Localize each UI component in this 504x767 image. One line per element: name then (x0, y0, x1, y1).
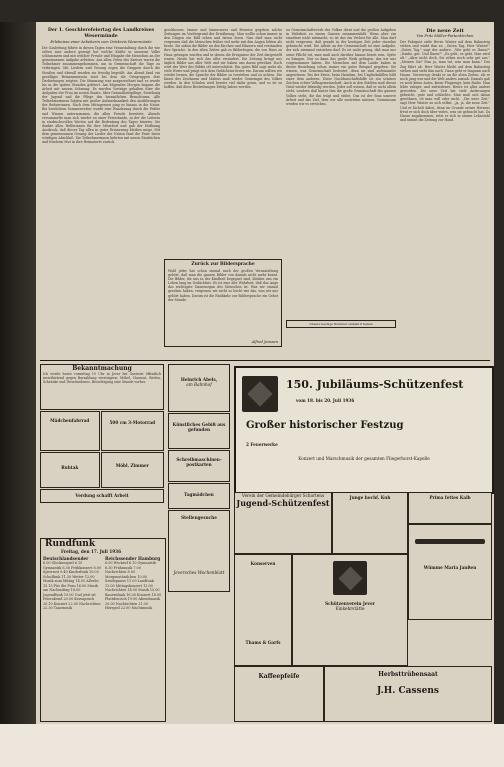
schuetzen-title: Schützenverein Jever (325, 601, 375, 606)
cassens-title: J.H. Cassens (377, 686, 439, 696)
ad-body: Ich werde heute vormittag 10 Uhr in Jever bei Gastwirt öffentlich meistbietend gegen Barzahlung versteigern: Möbel, Hausrat, Betten, Schränke und Verschiedenes. Besichtigung eine Stunde vorher. (43, 372, 161, 385)
ad-jugend (234, 492, 332, 554)
kuh-title: Junge hochf. Kuh (349, 495, 391, 500)
ad-motorrad-title: 500 cm 3-Motorrad (109, 420, 155, 425)
ad-motorrad (101, 411, 164, 451)
right-headline: Die neue Zeit (426, 28, 464, 34)
jugend-title: Jugend-Schützenfest (236, 498, 330, 508)
jubilee-line2: 2 Feuerwerke (246, 442, 278, 447)
ad-kaffee (234, 666, 324, 722)
third-body: zu Gemeinschaftswerk des Volkes dient und die großen Aufgaben in Wahrheit zu einem Ganzen zusammenfaßt. Wenn aber ein einzelner nicht mitmacht, so ist das ein Verlust für alle. Man darf nicht vergessen, daß gerade in der heutigen Zeit jeder einzelne gebraucht wird. Die Arbeit an der Gemeinschaft ist eine Aufgabe, der sich niemand entziehen darf. Es ist nicht genug, daß man nur seine Pflicht tut, man muß auch darüber hinaus bereit sein, Opfer zu bringen. Nur so kann das große Werk gelingen, das wir uns vorgenommen haben. Die Menschen auf dem Lande haben in dieser Beziehung schon immer ein gutes Beispiel gegeben. Sie wissen, was Gemeinschaft bedeutet, denn sie sind aufeinander angewiesen. Bei der Ernte, beim Hausbau, bei Unglücksfällen hilft einer dem anderen. Diese Nachbarschaftshilfe ist ein schönes Zeichen echter Volksgemeinschaft. Auch in den Städten muß dieser Geist wieder lebendig werden. Jeder soll wissen, daß er nicht allein steht, sondern daß hinter ihm die große Gemeinschaft des ganzen Volkes steht, die ihn trägt und stützt. Das ist der Sinn unserer Arbeit und das Ziel, dem wir alle zustreben müssen. Gemeinsam werden wir es erreichen. (286, 28, 396, 106)
ad-kuh (332, 492, 408, 554)
ad-bekanntmachung (40, 364, 164, 410)
schuetzen-sub: Einkehrstätte (335, 606, 365, 611)
heinrich-sub: am Bahnhof (186, 382, 212, 387)
ad-maedchen (40, 411, 100, 451)
ad-schuetzen (292, 554, 408, 666)
scan-margin (0, 724, 504, 767)
tagmaedchen-title: Tagmädchen (184, 492, 214, 497)
heinrich-title: Heinrich Abels, (180, 377, 218, 382)
schreib-title: Schreibmaschinen-postkarten (176, 457, 222, 467)
right-article (400, 28, 490, 340)
ad-maedchen-title: Mädchenfahrrad (50, 418, 90, 423)
kalb-title: Prima fettes Kalb (429, 495, 471, 500)
ad-verdung-title: Verdung schafft Arbeit (75, 493, 129, 498)
ad-schreib (168, 450, 230, 482)
center-ads (168, 364, 230, 720)
stellen-title: Stellengesuche (181, 515, 217, 520)
thams-title: Thams & Garfs (245, 640, 281, 645)
radio-program (40, 538, 166, 722)
article-headline: Der 1. Geschlerefeiertag des Landkreises Wesermünde (47, 28, 155, 39)
crest-icon (242, 376, 278, 412)
ad-gebiss (168, 413, 230, 449)
station-1: Deutschlandsender (43, 556, 89, 561)
ad-zimmer-title: Möbl. Zimmer (115, 463, 149, 468)
herbst-title: Herbsttrübensaat (378, 671, 438, 678)
left-ads (40, 364, 164, 536)
ad-wumme (408, 524, 492, 620)
ad-title: Bekanntmachung (72, 365, 132, 372)
station-2: Reichssender Hamburg (105, 556, 161, 561)
fine-print: Unsere heutige Nummer umfaßt 8 Seiten (286, 320, 396, 328)
radio-date: Freitag, den 17. Juli 1936 (61, 549, 122, 554)
ad-konserven (234, 554, 292, 666)
middle-body: geschlossen. Immer und Immermeer und Beweise gegeben solche Zeitungen im Vordergrund der Erwähnung. Man wollte schon immer in den Dingen ein Bild sehen und davon lesen. Nun darf man nicht vergessen daß die Menschen früher viel mehr mit den Augen lebten als heute. Sie sahen die Bilder an den Kirchen und Häusern und verstanden ihre Sprache. In den alten Zeiten gab es Bilderbogen, die von Haus zu Haus getragen wurden und in denen die Ereignisse der Zeit dargestellt waren. Heute hat sich das alles verändert. Die Zeitung bringt uns täglich Bilder aus aller Welt und wir haben uns daran gewöhnt. Doch wird der Wert des Bildes oft unterschätzt. Ein gutes Bild sagt mehr als viele Worte und prägt sich dem Gedächtnis fester ein. Darum sollten wir wieder lernen, die Sprache der Bilder zu verstehen und zu achten. Die Kunst des Zeichnens und Malens muß wieder Gemeingut des Volkes werden. In den Schulen wird bereits viel dafür getan, und es ist zu hoffen, daß diese Bestrebungen Erfolg haben werden. (164, 28, 282, 90)
shield-icon (333, 561, 367, 595)
konserven-title: Konserven (250, 561, 276, 566)
left-article (42, 28, 160, 334)
ad-kalb (408, 492, 492, 524)
station-2-list: 6.00 Weckruf 6.10 Gymnastik 6.30 Frühmusik 7.00 Nachrichten 8.00 Morgenständchen 10.00 Sendepause 11.00 Landfunk 12.00 Mittagskonzert 13.00 Nachrichten 14.00 Musik 15.00 Bauernfunk 16.00 Konzert 18.00 Plattdeutsch 19.00 Abendmusik 20.00 Nachrichten 21.00 Hörspiel 22.00 Nachtmusik (105, 561, 162, 610)
article-subhead: Erlebnisse einer Arbeiterin vom Ortskreis Wesermünde (50, 40, 152, 44)
jubilee-line3: Konzert und Marschmusik der gesamten Fliegerhorst-Kapelle (298, 456, 430, 461)
gebiss-title: Künstliches Gebiß aus gefunden (172, 422, 226, 432)
ad-kueche-title: Ruhtak (61, 465, 79, 470)
middle-article (164, 28, 282, 347)
box-signature: Alfred Janssen (251, 340, 278, 344)
jubilee-title: 150. Jubiläums-Schützenfest (286, 378, 464, 391)
right-body: Der Fahrgast sieht Herrn Winter auf dem Bahnsteig stehen und winkt ihm zu. „Guten Tag, Herr Winter!" „Guten Tag," sagt der andere. „Wie geht es Ihnen?" „Danke, gut. Und Ihnen?" „Es geht, es geht. Man wird alt." „Aber nicht doch, Sie sehen noch sehr gut aus." „Meinen Sie? Nun ja, man tut, was man kann." Der Zug fährt ab. Herr Winter bleibt auf dem Bahnsteig stehen und sieht ihm nach. Dann geht er langsam nach Hause. Unterwegs denkt er an die alten Zeiten, als er noch jung war und die Welt anders aussah. Damals gab es noch keine Autos, keine Flugzeuge, kein Radio. Man lebte ruhiger und zufriedener. Heute ist alles anders geworden. Die neue Zeit hat viele Änderungen gebracht, gute und schlechte. Man muß sich daran gewöhnen, ob man will oder nicht. „Die neue Zeit," sagt Herr Winter zu sich selbst, „ja, ja, die neue Zeit." Und er lächelt dabei, denn im Grunde seines Herzens freut er sich doch über vieles, was sie gebracht hat. Zu Hause angekommen, setzt er sich in seinen Lehnstuhl und nimmt die Zeitung zur Hand. (400, 40, 490, 122)
jubilee-subtitle: Großer historischer Festzug (246, 420, 404, 431)
rifle-icon (415, 539, 485, 544)
ad-verdung (40, 489, 164, 503)
jubilee-dates: vom 18. bis 20. Juli 1936 (296, 398, 355, 403)
wumme-title: Wümme Maria Janßen (423, 565, 477, 570)
ad-tagmaedchen (168, 483, 230, 509)
right-byline: Von Fritz Müller-Partenkirchen (416, 34, 474, 38)
kaffee-title: Kaffeepfeife (258, 673, 300, 680)
third-column (286, 28, 396, 328)
box-title: Zurück zur Bildersprache (191, 262, 255, 267)
article-body: Die Gauleitung führte in diesen Tagen eine Veranstaltung durch die wie selten eine andere gezeigt hat welche Kräfte in unserem Volke schlummern und mit welcher Freude und Hingabe die Menschen an der gemeinsamen Aufgabe arbeiten. Aus allen Orten des Kreises waren die Teilnehmer zusammengekommen, um in Gemeinschaft die Tage zu verbringen. Mit Liedern und Gesang zogen die Gruppen durch die Straßen und überall wurden sie freudig begrüßt. Am Abend fand ein geselliges Beisammensein statt bei dem die Ortsgruppen ihre Darbietungen zeigten. Die Stimmung war ausgezeichnet und es wurde bis in die späten Stunden gefeiert. Am folgenden Morgen begann die Arbeit mit neuem Schwung. Es wurden Vorträge gehalten über die Aufgaben der Frau im neuen Staate, über Gesundheitspflege, Erziehung der Jugend und die Pflege des heimatlichen Brauchtums. Alle Teilnehmerinnen folgten mit großer Aufmerksamkeit den Ausführungen der Rednerinnen. Nach dem Mittagessen ging es hinaus in die Natur. Bei herrlichem Sommerwetter wurde eine Wanderung durch die Felder und Wiesen unternommen, die allen Freude bereitete. Abends versammelte man sich wieder zu einer Feierstunde, in der die Leiterin in eindrucksvollen Worten auf die Bedeutung des Tages hinwies. Sie dankte allen Helferinnen für ihre Mitarbeit und gab der Hoffnung Ausdruck, daß dieser Tag allen in guter Erinnerung bleiben möge. Mit dem gemeinsamen Gesang der Lieder der Nation fand die Feier ihren würdigen Abschluß. Die Teilnehmerinnen kehrten mit neuen Eindrücken und frischem Mut in ihre Heimatorte zurück. (42, 46, 160, 145)
book-spine-shadow (0, 22, 36, 724)
ad-herbst (324, 666, 492, 722)
ad-zimmer (101, 452, 164, 488)
ad-kueche (40, 452, 100, 488)
zeitung-name: Jeversches Wochenblatt (173, 570, 225, 575)
box-body: Wohl jeder hat schon einmal nach der großen Veranstaltung gehört, daß man die ganzen Bilder von damals nicht mehr kennt. Die Bilder, die uns in der Kindheit begegnet sind, bleiben uns ein Leben lang im Gedächtnis. Es ist eine alte Wahrheit, daß das Auge das wichtigste Sinnesorgan des Menschen ist. Was wir einmal gesehen haben, vergessen wir nicht so leicht wie das, was wir nur gehört haben. Darum ist die Rückkehr zur Bildersprache ein Gebot der Stunde. (168, 269, 278, 302)
station-1-list: 6.00 Glockenspiel 6.10 Gymnastik 6.30 Frühkonzert 8.00 Sperrzeit 9.40 Kinderfunk 10.00 Schulfunk 11.30 Wetter 12.00 Musik zum Mittag 14.00 Allerlei 15.15 Für die Frau 16.00 Musik am Nachmittag 18.00 Jugendfunk 19.00 Und jetzt ist Feierabend 20.00 Kernspruch 20.10 Konzert 22.00 Nachrichten 22.30 Tanzmusik (43, 561, 101, 610)
jubilee-banner (234, 366, 494, 494)
ad-heinrich (168, 364, 230, 412)
radio-title: Rundfunk (45, 539, 96, 549)
ad-stellen (168, 510, 230, 592)
newspaper-page (36, 22, 494, 724)
section-rule (40, 360, 490, 361)
verein-title: Verein der Gemeindebürger Schortens (241, 493, 325, 498)
article-box (164, 259, 282, 347)
